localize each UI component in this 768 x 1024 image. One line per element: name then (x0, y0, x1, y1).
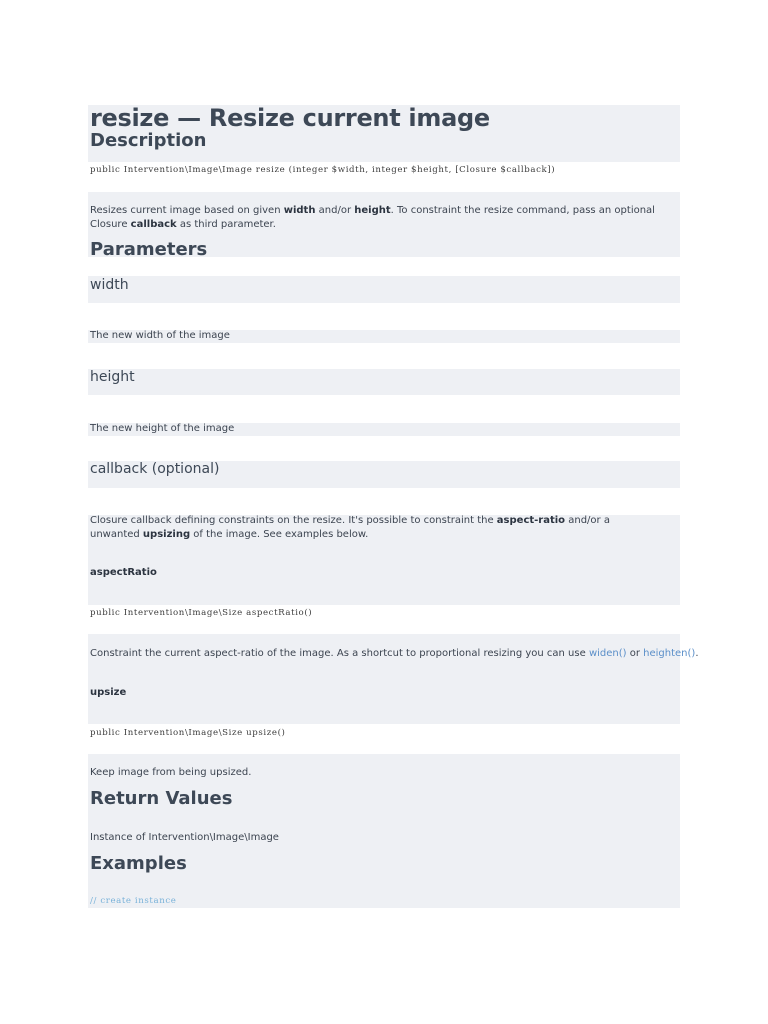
return-values-text: Instance of Intervention\Image\Image (90, 832, 279, 843)
aspectratio-signature: public Intervention\Image\Size aspectRatio() (90, 608, 313, 618)
callback-line-1: Closure callback defining constraints on the resize. It's possible to constraint the aspect-ratio and/or a (90, 515, 610, 526)
examples-heading: Examples (90, 853, 187, 874)
parameters-heading: Parameters (90, 239, 208, 260)
param-width-name: width (90, 277, 129, 293)
upsize-signature: public Intervention\Image\Size upsize() (90, 728, 286, 738)
heighten-link[interactable]: heighten() (643, 648, 696, 659)
description-line-2: Closure callback as third parameter. (90, 219, 276, 230)
aspectratio-name: aspectRatio (90, 567, 157, 578)
description-heading: Description (90, 130, 207, 151)
param-width-desc: The new width of the image (90, 330, 230, 341)
param-width-band (88, 276, 680, 303)
upsize-desc: Keep image from being upsized. (90, 767, 252, 778)
code-comment: // create instance (90, 896, 177, 906)
page-title: resize — Resize current image (90, 104, 490, 132)
upsize-name: upsize (90, 687, 127, 698)
description-text (90, 204, 655, 232)
param-height-name: height (90, 369, 135, 385)
aspectratio-description: Constraint the current aspect-ratio of the image. As a shortcut to proportional resizing you can use widen() or heighten(). (90, 648, 699, 659)
callback-description (90, 514, 610, 542)
param-callback-name: callback (optional) (90, 461, 220, 477)
param-height-band (88, 369, 680, 395)
param-height-desc: The new height of the image (90, 423, 235, 434)
description-line-1: Resizes current image based on given width and/or height. To constraint the resize command, pass an optional (90, 205, 655, 216)
method-signature: public Intervention\Image\Image resize (integer $width, integer $height, [Closure $callback]) (90, 165, 556, 175)
widen-link[interactable]: widen() (588, 648, 627, 659)
callback-line-2: unwanted upsizing of the image. See examples below. (90, 529, 369, 540)
return-values-heading: Return Values (90, 788, 233, 809)
